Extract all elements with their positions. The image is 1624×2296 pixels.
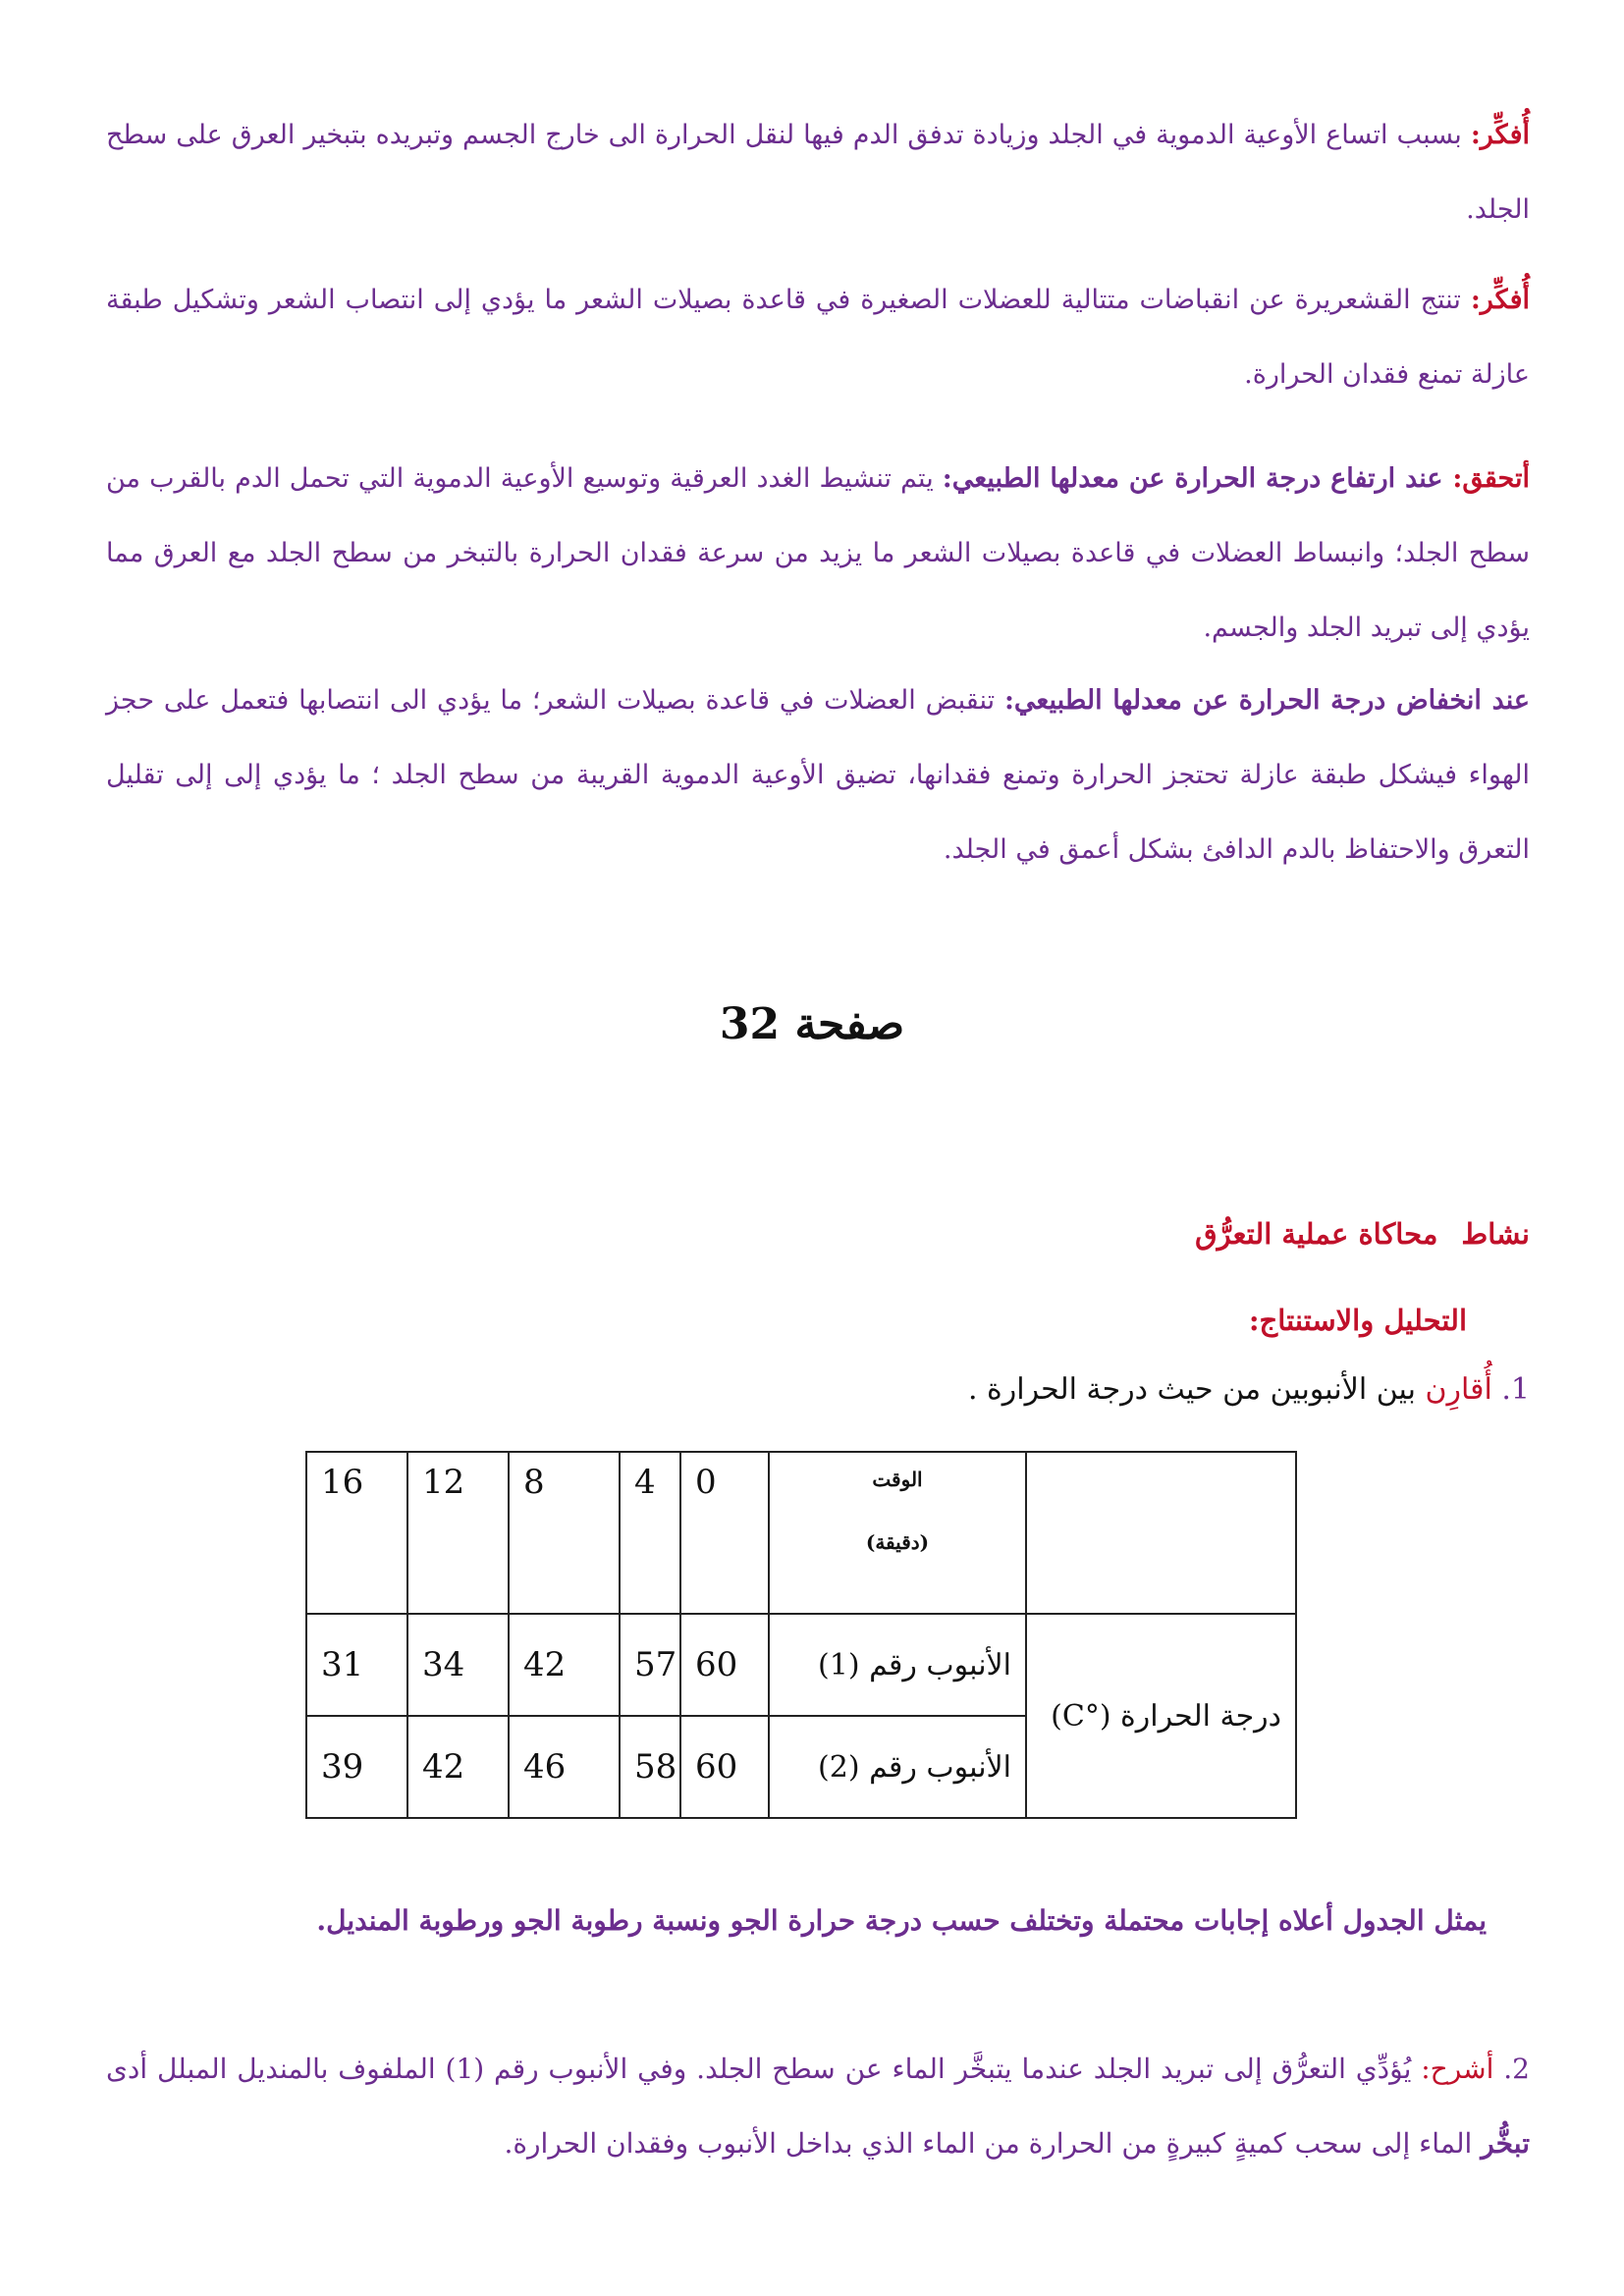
time-header-label: الوقت [872, 1468, 923, 1491]
tube-1-value-cell: 34 [407, 1614, 509, 1716]
analysis-title: التحليل والاستنتاج: [1248, 1304, 1467, 1337]
activity-title [1195, 1217, 1530, 1251]
tube-1-value-cell: 31 [306, 1614, 407, 1716]
empty-corner-cell [1026, 1452, 1296, 1614]
table-row [306, 1614, 1296, 1716]
activity-label: نشاط [1461, 1217, 1530, 1251]
think-label: أُفكِّر: [1470, 285, 1530, 315]
paragraph-think-1 [106, 98, 1530, 247]
tube-2-value-cell: 42 [407, 1716, 509, 1818]
question-text-end: الماء إلى سحب كميةٍ كبيرةٍ من الحرارة من الماء الذي بداخل الأنبوب وفقدان الحرارة. [504, 2127, 1482, 2160]
tube-1-value-cell: 42 [509, 1614, 620, 1716]
tube-2-label-cell: الأنبوب رقم (2) [769, 1716, 1026, 1818]
table-row [306, 1452, 1296, 1614]
verify-label: أتحقق: [1452, 463, 1530, 494]
tube-2-value-cell: 39 [306, 1716, 407, 1818]
tube-2-value-cell: 58 [620, 1716, 680, 1818]
tube-1-value-cell: 60 [680, 1614, 769, 1716]
table-note: يمثل الجدول أعلاه إجابات محتملة وتختلف حسب درجة حرارة الجو ونسبة رطوبة الجو ورطوبة المنديل. [316, 1904, 1487, 1937]
question-text: بين الأنبوبين من حيث درجة الحرارة . [967, 1372, 1426, 1407]
temperature-label-cell: درجة الحرارة (°C) [1026, 1614, 1296, 1818]
think-text: تنتج القشعريرة عن انقباضات متتالية للعضلات الصغيرة في قاعدة بصيلات الشعر ما يؤدي إلى انتصاب الشعر وتشكيل طبقة عازلة تمنع فقدان الحرارة. [106, 285, 1530, 390]
paragraph-low-temp [106, 664, 1530, 887]
question-text: يُؤدِّي التعرُّق إلى تبريد الجلد عندما يتبخَّر الماء عن سطح الجلد. وفي الأنبوب رقم (1) الملفوف بالمنديل المبلل أدى [106, 2053, 1422, 2085]
think-label: أُفكِّر: [1470, 120, 1530, 150]
page-number: صفحة 32 [719, 999, 905, 1049]
tube-2-value-cell: 60 [680, 1716, 769, 1818]
verify-heading: عند ارتفاع درجة الحرارة عن معدلها الطبيعي: [942, 463, 1453, 494]
tube-1-value-cell: 57 [620, 1614, 680, 1716]
time-header-unit: (دقيقة) [865, 1530, 930, 1554]
paragraph-think-2 [106, 263, 1530, 412]
time-cell: 8 [509, 1452, 620, 1614]
question-verb: أُقارِن [1425, 1372, 1492, 1407]
paragraph-verify [106, 442, 1530, 666]
time-cell: 12 [407, 1452, 509, 1614]
tube-1-label-cell: الأنبوب رقم (1) [769, 1614, 1026, 1716]
low-temp-heading: عند انخفاض درجة الحرارة عن معدلها الطبيعي: [1003, 685, 1530, 716]
tube-2-value-cell: 46 [509, 1716, 620, 1818]
question-1 [968, 1372, 1530, 1407]
question-number: 2. [1503, 2053, 1530, 2085]
question-2 [106, 2032, 1530, 2181]
temperature-table [305, 1451, 1297, 1819]
activity-name: محاكاة عملية التعرُّق [1195, 1217, 1438, 1251]
verify-text: يتم تنشيط الغدد العرقية وتوسيع الأوعية الدموية التي تحمل الدم بالقرب من سطح الجلد؛ وانبساط العضلات في قاعدة بصيلات الشعر ما يزيد من سرعة فقدان الحرارة بالتبخر من سطح الجلد مع العرق مما يؤدي إلى تبريد الجلد والجسم. [106, 463, 1530, 643]
time-cell: 4 [620, 1452, 680, 1614]
question-number: 1. [1501, 1372, 1530, 1407]
low-temp-text: تنقبض العضلات في قاعدة بصيلات الشعر؛ ما يؤدي الى انتصابها فتعمل على حجز الهواء فيشكل طبقة عازلة تحتجز الحرارة وتمنع فقدانها، تضيق الأوعية الدموية القريبة من سطح الجلد ؛ ما يؤدي إلى إلى تقليل التعرق والاحتفاظ بالدم الدافئ بشكل أعمق في الجلد. [106, 685, 1530, 865]
question-verb: أشرح: [1421, 2053, 1494, 2085]
think-text: بسبب اتساع الأوعية الدموية في الجلد وزيادة تدفق الدم فيها لنقل الحرارة الى خارج الجسم وتبريده بتبخير العرق على سطح الجلد. [106, 120, 1530, 225]
time-cell: 0 [680, 1452, 769, 1614]
time-cell: 16 [306, 1452, 407, 1614]
time-header-cell [769, 1452, 1026, 1614]
question-emphasis: تبخُّر [1481, 2127, 1530, 2160]
